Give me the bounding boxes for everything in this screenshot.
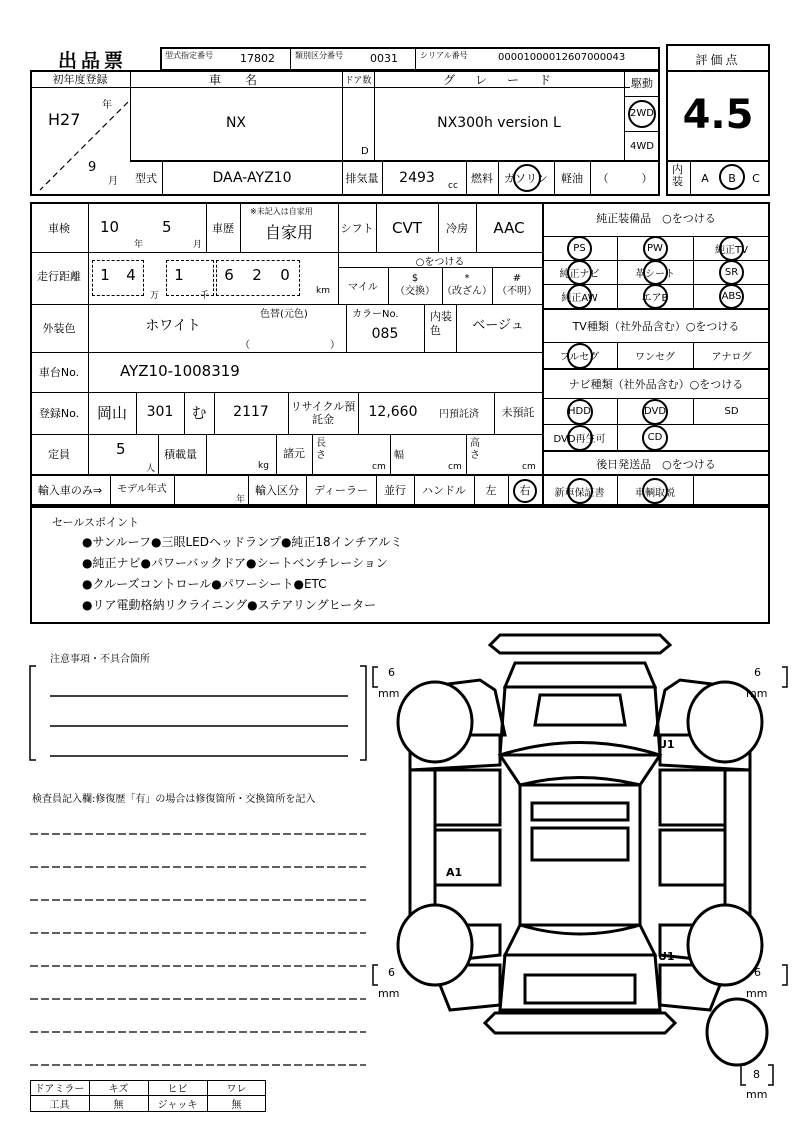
history-label: 車歴 — [212, 222, 234, 235]
car-diagram — [370, 625, 790, 1100]
mileage-unknown: # （不明） — [497, 273, 537, 297]
load-unit: kg — [258, 461, 269, 471]
equipment-circle — [719, 236, 744, 261]
color-orig-label: 色替(元色) — [260, 309, 308, 320]
equipment-circle — [567, 260, 592, 285]
equipment-circle — [567, 236, 592, 261]
navi-circle — [567, 425, 593, 451]
navi-item: CD — [647, 432, 663, 443]
later-item: 車輌取説 — [635, 487, 675, 499]
tv-item: アナログ — [711, 352, 752, 363]
score-label: 評価点 — [695, 52, 741, 67]
shift-value: CVT — [392, 219, 422, 237]
tv-circle — [567, 343, 593, 369]
navi-title: ナビ種類（社外品含む）○をつける — [568, 378, 744, 391]
tire-rr-unit: mm — [746, 987, 768, 1000]
fuel-diesel: 軽油 — [561, 172, 583, 185]
recycle-none: 未預託 — [501, 406, 535, 419]
displacement-value: 2493 — [399, 170, 435, 186]
import-kind-label: 輸入区分 — [255, 484, 299, 497]
color-value: ホワイト — [145, 318, 201, 334]
history-note: ※未記入は自家用 — [250, 207, 313, 216]
bottom-jack-label: ジャッキ — [157, 1100, 198, 1111]
car-name-value: NX — [225, 115, 247, 131]
tv-item: ワンセグ — [635, 352, 675, 363]
category-value: 0031 — [370, 52, 398, 65]
equipment-circle — [719, 284, 744, 309]
bottom-header-crack: ヒビ — [167, 1084, 188, 1095]
navi-circle — [567, 399, 593, 425]
navi-item: DVD再生可 — [553, 434, 606, 445]
door-type: D — [361, 146, 369, 157]
sales-points-title: セールスポイント — [52, 516, 140, 529]
mileage-tampered: * （改ざん） — [442, 273, 492, 297]
door-label: ドア数 — [344, 75, 372, 86]
navi-item: HDD — [568, 406, 591, 417]
dims-label: 諸元 — [283, 447, 305, 460]
ac-label: 冷房 — [446, 222, 468, 235]
equipment-item: PS — [573, 243, 586, 254]
drive-selected-circle — [628, 100, 656, 128]
sales-point-line: ●クルーズコントロール●パワーシート●ETC — [82, 577, 327, 591]
equipment-circle — [567, 284, 592, 309]
interior-b: B — [728, 171, 736, 185]
model-spec-label: 型式指定番号 — [165, 51, 213, 60]
mileage-mile: マイル — [348, 281, 378, 293]
mileage-digit-5: 2 — [252, 266, 262, 284]
tv-item: フルセグ — [559, 352, 600, 363]
drive-label: 駆動 — [631, 77, 653, 90]
handle-selected-circle — [513, 479, 537, 503]
history-value: 自家用 — [264, 222, 313, 242]
first-reg-month-unit: 月 — [108, 176, 118, 187]
sales-point-line: ●純正ナビ●パワーバックドア●シートベンチレーション — [82, 556, 388, 570]
load-label: 積載量 — [164, 448, 197, 461]
navi-item: DVD — [643, 406, 667, 417]
plate-class: 301 — [146, 404, 174, 420]
plate-label: 登録No. — [38, 407, 80, 420]
model-spec-value: 17802 — [240, 52, 275, 65]
equipment-circle — [643, 260, 668, 285]
recycle-amount: 12,660 — [368, 404, 418, 420]
bottom-header-scratch: キズ — [108, 1084, 129, 1095]
mileage-exchange: $ （交換） — [395, 273, 435, 297]
mileage-digit-4: 6 — [224, 266, 234, 284]
displacement-unit: cc — [448, 181, 458, 191]
notes-lines — [26, 660, 370, 766]
car-name-label: 車 名 — [208, 72, 263, 87]
serial-value: 00001000012607000043 — [498, 52, 626, 63]
tire-fr-unit: mm — [746, 687, 768, 700]
inspector-note: 検査員記入欄:修復歴「有」の場合は修復箇所・交換箇所を記入 — [32, 794, 316, 805]
tire-rl-unit: mm — [378, 987, 400, 1000]
interior-color-label: 内装色 — [430, 310, 452, 337]
form-title: 出品票 — [58, 50, 128, 72]
fuel-selected-circle — [513, 164, 541, 192]
serial-label: シリアル番号 — [420, 51, 468, 60]
tire-rl-value: 6 — [388, 966, 395, 979]
mileage-circle-note: ○をつける — [415, 256, 465, 268]
damage-mark-rear-right: U1 — [658, 950, 675, 963]
inspector-lines — [30, 820, 368, 1070]
import-parallel: 並行 — [384, 484, 406, 497]
mileage-digit-6: 0 — [280, 266, 290, 284]
inspection-year: 10 — [100, 218, 120, 236]
color-label: 外装色 — [42, 322, 76, 335]
import-dealer: ディーラー — [313, 484, 369, 497]
equipment-circle — [719, 260, 744, 285]
mileage-digit-2: 4 — [126, 266, 136, 284]
interior-c: C — [752, 171, 760, 185]
sales-point-line: ●サンルーフ●三眼LEDヘッドランプ●純正18インチアルミ — [82, 535, 403, 549]
later-item: 新車保証書 — [554, 487, 605, 499]
later-title: 後日発送品 ○をつける — [596, 458, 716, 471]
notes-title: 注意事項・不具合箇所 — [50, 654, 150, 665]
height-unit: cm — [522, 462, 536, 472]
first-reg-era-year: H27 — [48, 110, 81, 129]
equipment-item: 純正TV — [715, 245, 748, 256]
category-label: 類別区分番号 — [295, 51, 343, 60]
bottom-tool-label: 工具 — [49, 1100, 70, 1111]
damage-mark-front-right: U1 — [658, 738, 675, 751]
shift-label: シフト — [340, 222, 374, 235]
handle-left: 左 — [485, 484, 497, 497]
plate-kana: む — [191, 403, 207, 422]
equipment-item: エアB — [641, 293, 669, 304]
mileage-digit-1: 1 — [100, 266, 110, 284]
import-label: 輸入車のみ⇒ — [37, 484, 103, 497]
height-label: 高さ — [470, 438, 480, 461]
chassis-label: 車台No. — [38, 366, 80, 379]
score-value: 4.5 — [682, 92, 754, 138]
chassis-value: AYZ10-1008319 — [120, 362, 240, 380]
first-reg-slash — [36, 100, 130, 192]
inspection-label: 車検 — [48, 222, 70, 235]
equipment-item: ABS — [721, 291, 742, 302]
first-reg-label: 初年度登録 — [52, 73, 108, 86]
bottom-tool-value: 無 — [113, 1100, 124, 1111]
mileage-unit: km — [316, 286, 330, 296]
drive-2wd: 2WD — [630, 107, 654, 119]
plate-number: 2117 — [233, 404, 269, 420]
interior-color-value: ベージュ — [472, 317, 524, 333]
fuel-label: 燃料 — [471, 172, 493, 185]
tire-fl-unit: mm — [378, 687, 400, 700]
bottom-header-mirror: ドアミラー — [34, 1084, 85, 1095]
later-circle — [567, 478, 593, 504]
bottom-header-break: ワレ — [226, 1084, 247, 1095]
sales-points-lines — [82, 532, 402, 616]
mileage-label: 走行距離 — [37, 270, 81, 283]
model-year-unit: 年 — [236, 495, 246, 505]
equipment-item: 純正ナビ — [559, 269, 600, 280]
tv-title: TV種類（社外品含む）○をつける — [572, 320, 740, 333]
equipment-circle — [643, 284, 668, 309]
handle-right: 右 — [519, 484, 531, 497]
bottom-jack-value: 無 — [231, 1100, 242, 1111]
tire-fl-value: 6 — [388, 666, 395, 679]
interior-a: A — [701, 171, 709, 185]
handle-label: ハンドル — [422, 484, 466, 497]
recycle-label: リサイクル預託金 — [290, 400, 356, 426]
width-unit: cm — [448, 462, 462, 472]
capacity-label: 定員 — [48, 448, 70, 461]
model-year-label: モデル年式 — [117, 484, 167, 495]
equipment-item: 革シート — [635, 269, 675, 280]
fuel-other: （ ） — [597, 172, 653, 185]
inspection-month-unit: 月 — [193, 240, 203, 250]
equipment-item: SR — [724, 267, 739, 278]
navi-circle — [642, 425, 668, 451]
equipment-title: 純正装備品 ○をつける — [596, 212, 716, 225]
first-reg-year-unit: 年 — [102, 100, 112, 111]
type-label: 型式 — [135, 172, 157, 185]
tire-fr-value: 6 — [754, 666, 761, 679]
capacity-value: 5 — [116, 440, 126, 458]
damage-mark-left-door: A1 — [446, 866, 463, 879]
navi-item: SD — [724, 406, 739, 417]
plate-region: 岡山 — [96, 403, 127, 422]
interior-selected-circle — [719, 164, 745, 190]
mileage-sen: 千 — [200, 291, 210, 301]
spare-tire-unit: mm — [746, 1088, 768, 1101]
color-no-value: 085 — [371, 326, 399, 342]
displacement-label: 排気量 — [345, 172, 379, 185]
tire-rr-value: 6 — [754, 966, 761, 979]
recycle-unit: 円預託済 — [439, 408, 479, 420]
color-no-label: カラーNo. — [352, 309, 399, 320]
equipment-item: 純正AW — [561, 293, 598, 304]
interior-label: 内装 — [672, 163, 683, 188]
equipment-circle — [643, 236, 668, 261]
mileage-man: 万 — [150, 291, 160, 301]
navi-circle — [642, 399, 668, 425]
later-circle — [642, 478, 668, 504]
grade-label: グ レ ー ド — [442, 72, 555, 87]
equipment-item: PW — [647, 243, 663, 254]
mileage-digit-3: 1 — [174, 266, 184, 284]
inspection-month: 5 — [162, 218, 172, 236]
type-value: DAA-AYZ10 — [212, 170, 292, 186]
width-label: 幅 — [394, 450, 404, 461]
ac-value: AAC — [493, 219, 525, 237]
grade-value: NX300h version L — [437, 115, 561, 131]
fuel-gasoline: ガソリン — [504, 172, 548, 185]
drive-4wd: 4WD — [630, 140, 654, 152]
sales-point-line: ●リア電動格納リクライニング●ステアリングヒーター — [82, 598, 377, 612]
inspection-year-unit: 年 — [134, 240, 144, 250]
color-orig-paren: （ ） — [240, 340, 340, 351]
length-label: 長さ — [316, 438, 326, 461]
length-unit: cm — [372, 462, 386, 472]
spare-tire-value: 8 — [753, 1068, 760, 1081]
first-reg-month: 9 — [88, 160, 97, 175]
capacity-unit: 人 — [146, 464, 156, 474]
